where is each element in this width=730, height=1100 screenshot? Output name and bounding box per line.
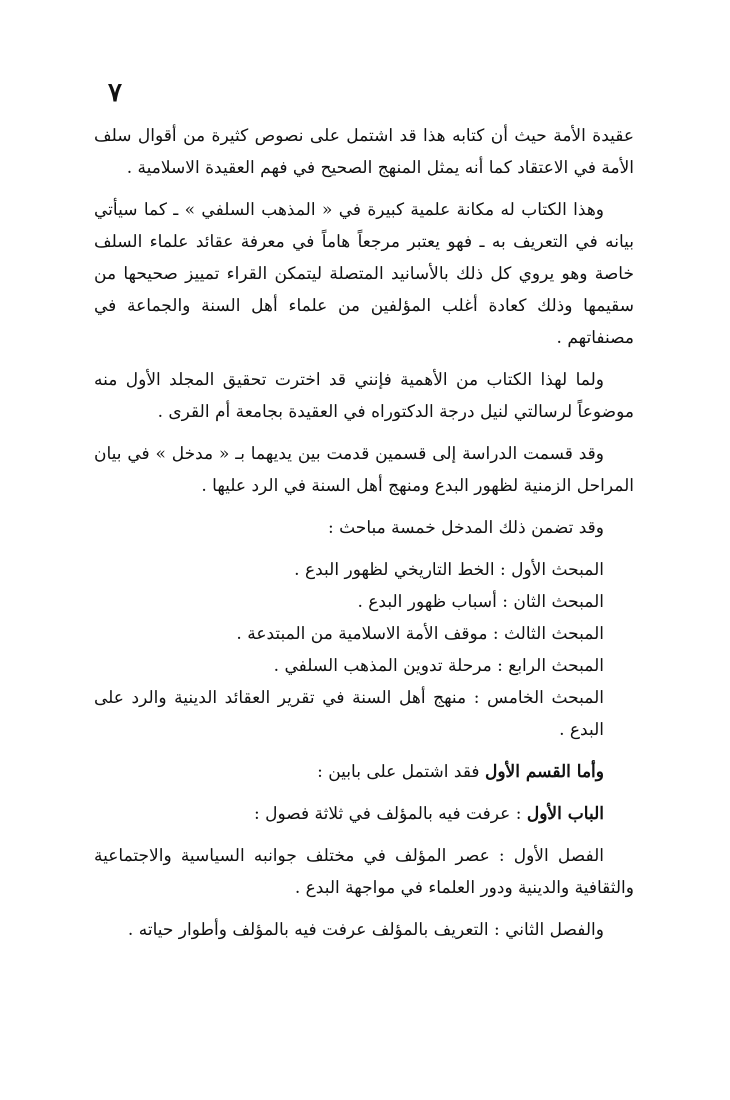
part-one-text: فقد اشتمل على بابين : bbox=[317, 762, 485, 782]
paragraph-1: عقيدة الأمة حيث أن كتابه هذا قد اشتمل على نصوص كثيرة من أقوال سلف الأمة في الاعتقاد كما أنه يمثل المنهج الصحيح في فهم العقيدة الاسلامية . bbox=[94, 126, 634, 178]
section-one-paragraph: الفصل الأول : عصر المؤلف في مختلف جوانبه السياسية والاجتماعية والثقافية والدينية ودور العلماء في مواجهة البدع . bbox=[94, 846, 634, 898]
page-number: ٧ bbox=[108, 78, 122, 108]
paragraph-4: وقد قسمت الدراسة إلى قسمين قدمت بين يديهما بـ « مدخل » في بيان المراحل الزمنية لظهور البدع ومنهج أهل السنة في الرد عليها . bbox=[94, 444, 634, 496]
body-text bbox=[94, 120, 634, 956]
chapter-one-label: الباب الأول bbox=[526, 804, 604, 824]
chapter-one-paragraph bbox=[94, 798, 634, 830]
chapter-one-text: : عرفت فيه بالمؤلف في ثلاثة فصول : bbox=[253, 804, 527, 824]
part-one-label: وأما القسم الأول bbox=[484, 762, 604, 782]
paragraph-3: ولما لهذا الكتاب من الأهمية فإنني قد اخترت تحقيق المجلد الأول منه موضوعاً لرسالتي لنيل درجة الدكتوراه في العقيدة بجامعة أم القرى . bbox=[94, 370, 634, 422]
paragraph-5: وقد تضمن ذلك المدخل خمسة مباحث : bbox=[327, 518, 604, 538]
section-two-paragraph: والفصل الثاني : التعريف بالمؤلف عرفت فيه بالمؤلف وأطوار حياته . bbox=[127, 920, 604, 940]
topic-5: المبحث الخامس : منهج أهل السنة في تقرير العقائد الدينية والرد على البدع . bbox=[94, 688, 604, 740]
topics-list bbox=[94, 554, 634, 746]
topic-3: المبحث الثالث : موقف الأمة الاسلامية من المبتدعة . bbox=[236, 624, 604, 644]
topic-1: المبحث الأول : الخط التاريخي لظهور البدع . bbox=[294, 560, 604, 580]
part-one-paragraph bbox=[94, 756, 634, 788]
paragraph-2: وهذا الكتاب له مكانة علمية كبيرة في « المذهب السلفي » ـ كما سيأتي بيانه في التعريف به ـ فهو يعتبر مرجعاً هاماً في معرفة عقائد علماء السلف خاصة وهو يروي كل ذلك بالأسانيد المتصلة ليتمكن القراء تمييز صحيحها من سقيمها وذلك كعادة أغلب المؤلفين من علماء أهل السنة والجماعة في مصنفاتهم . bbox=[94, 200, 634, 348]
topic-4: المبحث الرابع : مرحلة تدوين المذهب السلفي . bbox=[273, 656, 604, 676]
topic-2: المبحث الثان : أسباب ظهور البدع . bbox=[357, 592, 604, 612]
